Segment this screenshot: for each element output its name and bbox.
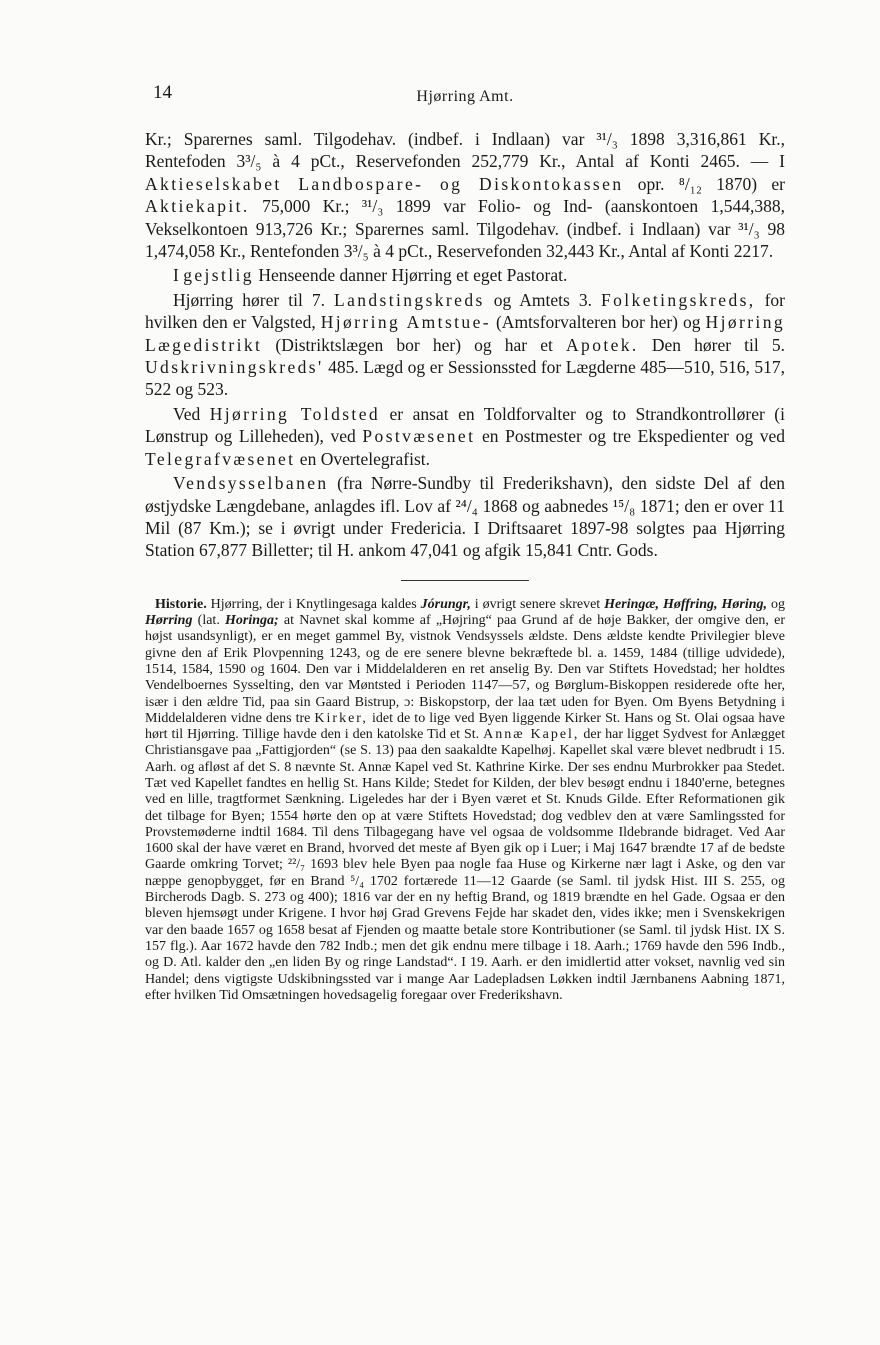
spaced-term: gejstlig <box>183 265 254 286</box>
text-run: Hjørring hører til 7. <box>173 289 334 310</box>
running-head: Hjørring Amt. <box>416 88 514 105</box>
text-run: en Overtelegrafist. <box>295 448 431 469</box>
text-run: og <box>767 596 786 612</box>
spaced-term: Hjørring Amtstue- <box>320 312 491 333</box>
text-run: en Postmester og tre Ekspedienter og ved <box>475 426 785 447</box>
spaced-term: Hjørring Toldsted <box>209 403 381 424</box>
text-run: der har ligget Sydvest for Anlægget Christiansgave paa „Fattigjorden“ (se S. 13) paa den saakaldte Kapelhøj. Kapellet skal være blevet nedbrudt i 15. Aarh. og afløst af det S. 8 nævnte St. Annæ Kapel ved St. Kathrine Kirke. Der ses endnu Murbrokker paa Stedet. Tæt ved Kapellet fandtes en hellig St. Hans Kilde; Stedet for Kilden, der blev besøgt endnu i 1840'erne, betegnes ved en lille, tragtformet Sænkning. Ligeledes har der i Byen været et St. Knuds Gilde. Efter Reformationen gik det tilbage for Byen; 1554 hørte den op at være Stiftets Hovedstad; dog vedblev den at være Samlingssted for Provstemøderne indtil 1684. Til dens Tilbagegang have vel ogsaa de voldsomme Ildebrande bidraget. Ved Aar 1600 skal der have været en Brand, hvorved det meste af Byen gik op i Luer; i Maj 1647 brændte 17 af de bedste Gaarde omkring Torvet; ²²/₇ 1693 blev hele Byen paa nogle faa Huse og Kirkerne nær lagt i Aske, og den var næppe genopbygget, før en Brand ⁵/₄ 1702 fortærede 11—12 Gaarde (se Saml. til jydsk Hist. III S. 255, og Bircherods Dagb. S. 273 og 400); 1816 var der en ny heftig Brand, og 1819 brændte en hel Gade. Ogsaa er den bleven hjemsøgt under Krigene. I hvor høj Grad Grevens Fejde har skadet den, vides ikke; men i Svenskekrigen var den baade 1657 og 1658 besat af Fjenden og maatte betale store Kontributioner (se Saml. til jydsk Hist. IX S. 157 flg.). Aar 1672 havde den 782 Indb.; men det gik endnu mere tilbage i 18. Aarh.; 1769 havde den 596 Indb., og D. Atl. kalder den „en liden By og ringe Landstad“. I 19. Aarh. er den imidlertid atter vokset, navnlig ved sin Handel; dens vigtigste Udskibningssted var i mange Aar Ladepladsen Løkken indtil Jærnbanens Aabning 1871, efter hvilken Tid Omsætningen hovedsagelig foregaar over Frederikshavn. <box>145 727 785 1003</box>
text-run: (fra Nørre-Sundby til Frederikshavn), den sidste Del af den østjydske Længdebane, anlagdes ifl. Lov af ²⁴/₄ 1868 og aabnedes ¹⁵/₈ 1871; den er over 11 Mil (87 Km.); se i øvrigt under Fredericia. I Driftsaaret 1897-98 solgtes paa Hjørring Station 67,877 Billetter; til H. ankom 47,041 og afgik 15,841 Cntr. Gods. <box>145 473 785 561</box>
section-divider <box>401 580 529 581</box>
name-variant: Heringæ, Høffring, Høring, <box>604 596 768 612</box>
text-run: Ved <box>173 403 210 424</box>
text-run: idet de to lige ved Byen liggende Kirker St. Hans og St. Olai ogsaa have hørt til Hjørring. Tillige havde den i den katolske Tid et St. <box>145 710 785 743</box>
spaced-term: Landstingskreds <box>333 289 485 310</box>
paragraph-savings-banks <box>145 128 785 262</box>
text-run: at Navnet skal komme af „Højring“ paa Grund af de høje Bakker, der omgive den, er højst usandsynligt), er en meget gammel By, vistnok Vendsyssels ældste. Dens ældste kendte Privilegier bleve givne den af Erik Plovpenning 1243, og de ere senere blevne bekræftede bl. a. 1459, 1484 (tillige udvidede), 1514, 1584, 1590 og 1604. Den var i Middelalderen en ret anselig By. Den var Stiftets Hovedstad; her holdtes Vendelboernes Sysselting, den var Møntsted i Perioden 1147—57, og Børglum-Biskoppen residerede ofte her, især i den ældre Tid, paa sin Gaard Bistrup, ɔ: Biskopstorp, der laa tæt uden for Byen. Om Byens Betydning i Middelalderen vidne dens tre <box>145 613 786 726</box>
page-header <box>145 78 785 108</box>
spaced-term: Udskrivningskreds' <box>145 357 324 378</box>
text-run: opr. ⁸/₁₂ 1870) er <box>623 173 785 194</box>
text-run: Den hører til 5. <box>638 334 785 355</box>
text-run: (lat. <box>192 613 226 629</box>
page <box>145 78 785 1004</box>
name-variant: Horinga; <box>225 613 279 629</box>
spaced-term: Apotek. <box>566 334 639 355</box>
paragraph-railway <box>145 472 785 562</box>
text-run: og Amtets 3. <box>484 289 601 310</box>
spaced-term: Aktiekapit. <box>145 196 250 217</box>
paragraph-clerical <box>145 264 785 286</box>
text-run: I <box>173 265 184 286</box>
spaced-term: Aktieselskabet Landbospare- og Diskontokassen <box>145 173 624 194</box>
history-section <box>145 597 785 1004</box>
spaced-term: Postvæsenet <box>362 426 476 447</box>
paragraph-districts <box>145 289 785 401</box>
spaced-term: Telegrafvæsenet <box>145 448 296 469</box>
text-run: (Distriktslægen bor her) og har et <box>262 334 567 355</box>
spaced-term: Annæ Kapel, <box>483 727 580 743</box>
main-text <box>145 128 785 562</box>
name-variant: Jórungr, <box>420 596 471 612</box>
spaced-term: Kirker, <box>314 710 368 726</box>
history-paragraph <box>145 597 785 1004</box>
text-run: for hvilken den er Valgsted, <box>145 289 786 333</box>
spaced-term: Folketingskreds, <box>601 289 756 310</box>
text-run: Hjørring, der i Knytlingesaga kaldes <box>206 596 421 612</box>
paragraph-customs-post <box>145 403 785 470</box>
history-label: Historie. <box>155 596 207 612</box>
page-number: 14 <box>153 82 172 103</box>
spaced-term: Hjørring Lægedistrikt <box>145 312 785 355</box>
text-run: i øvrigt senere skrevet <box>470 596 605 612</box>
text-run: 485. Lægd og er Sessionssted for Lægderne 485—510, 516, 517, 522 og 523. <box>145 357 785 400</box>
text-run: (Amtsforvalteren bor her) og <box>490 312 706 333</box>
name-variant: Hørring <box>145 613 193 629</box>
text-run: er ansat en Toldforvalter og to Strandkontrollører (i Lønstrup og Lilleheden), ved <box>145 403 785 447</box>
text-run: Kr.; Sparernes saml. Tilgodehav. (indbef. i Indlaan) var ³¹/₃ 1898 3,316,861 Kr., Rentefoden 3³/₅ à 4 pCt., Reservefonden 252,779 Kr., Antal af Konti 2465. — I <box>145 129 785 172</box>
text-run: Henseende danner Hjørring et eget Pastorat. <box>253 265 568 286</box>
spaced-term: Vendsysselbanen <box>173 473 329 494</box>
text-run: 75,000 Kr.; ³¹/₃ 1899 var Folio- og Ind- (aanskontoen 1,544,388, Vekselkontoen 913,726 Kr.; Sparernes saml. Tilgodehav. (indbef. i Indlaan) var ³¹/₃ 98 1,474,058 Kr., Rentefonden 3³/₅ à 4 pCt., Reservefonden 32,443 Kr., Antal af Konti 2217. <box>145 196 785 262</box>
